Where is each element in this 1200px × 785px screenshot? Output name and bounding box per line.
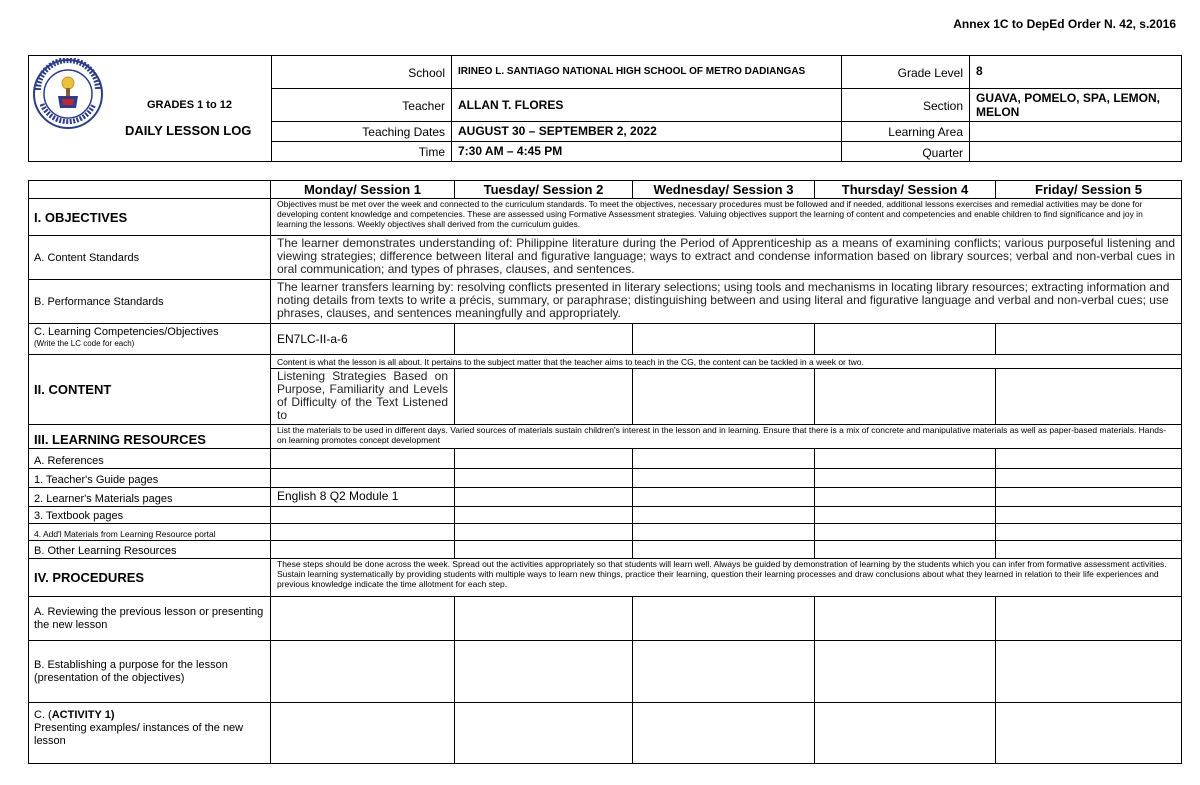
grades-label: GRADES 1 to 12 xyxy=(147,99,232,111)
content-standards-row xyxy=(29,236,1181,280)
content-thursday xyxy=(814,369,995,425)
day-header-tuesday: Tuesday/ Session 2 xyxy=(454,181,632,198)
competencies-sublabel: (Write the LC code for each) xyxy=(34,339,135,348)
document-title: DAILY LESSON LOG xyxy=(125,123,252,138)
competency-tuesday xyxy=(454,324,632,354)
quarter-value xyxy=(969,142,1181,161)
procedure-b-label: B. Establishing a purpose for the lesson (presentation of the objectives) xyxy=(34,658,228,684)
grade-level-value: 8 xyxy=(969,56,1181,88)
day-header-row xyxy=(29,181,1181,199)
day-header-wednesday: Wednesday/ Session 3 xyxy=(632,181,814,198)
content-wednesday xyxy=(632,369,814,425)
header-table xyxy=(28,55,1182,162)
competency-wednesday xyxy=(632,324,814,354)
section-label: Section xyxy=(841,89,969,121)
performance-standards-label: B. Performance Standards xyxy=(34,295,164,308)
content-row xyxy=(29,355,1181,425)
procedure-c-prefix: C. ( xyxy=(34,709,52,721)
competencies-label: C. Learning Competencies/Objectives xyxy=(34,326,219,338)
content-friday xyxy=(995,369,1181,425)
learners-materials-label: 2. Learner's Materials pages xyxy=(34,493,173,505)
lesson-grid xyxy=(28,180,1182,764)
teachers-guide-row xyxy=(29,469,1181,488)
procedure-c-label: Presenting examples/ instances of the new lesson xyxy=(34,722,244,747)
learners-materials-monday: English 8 Q2 Module 1 xyxy=(270,488,454,506)
additional-materials-row xyxy=(29,524,1181,541)
content-label: II. CONTENT xyxy=(34,382,112,397)
day-header-thursday: Thursday/ Session 4 xyxy=(814,181,995,198)
grade-level-label: Grade Level xyxy=(841,56,969,88)
time-label: Time xyxy=(418,145,445,159)
other-resources-label: B. Other Learning Resources xyxy=(34,545,177,557)
content-tuesday xyxy=(454,369,632,425)
content-standards-label: A. Content Standards xyxy=(34,251,140,264)
procedure-a-label: A. Reviewing the previous lesson or presenting the new lesson xyxy=(34,605,264,631)
competencies-row xyxy=(29,324,1181,355)
competency-thursday xyxy=(814,324,995,354)
learners-materials-row xyxy=(29,488,1181,507)
objectives-row xyxy=(29,199,1181,236)
performance-standards-row xyxy=(29,280,1181,324)
content-monday: Listening Strategies Based on Purpose, Familiarity and Levels of Difficulty of the Text Listened to xyxy=(270,369,454,425)
procedures-note: These steps should be done across the week. Spread out the activities appropriately so that students will learn well. Always be guided by demonstration of learning by the students which you can infer from formative assessment activities. Sustain learning systematically by providing students with multiple ways to learn new things, practice their learning, question their learning processes and draw conclusions about what they learned in relation to their life experiences and previous knowledge indicate the time allotment for each step. xyxy=(270,559,1181,596)
day-header-monday: Monday/ Session 1 xyxy=(270,181,454,198)
teacher-value: ALLAN T. FLORES xyxy=(451,89,841,121)
school-value: IRINEO L. SANTIAGO NATIONAL HIGH SCHOOL OF METRO DADIANGAS xyxy=(451,56,841,88)
content-standards-text: The learner demonstrates understanding of: Philippine literature during the Period of Apprenticeship as a means of examining conflicts; various purposeful listening and viewing strategies; difference between literal and figurative language; ways to extract and condense information based on library sources; verbal and non-verbal cues in oral communication; and types of phrases, clauses, and sentences. xyxy=(270,236,1181,279)
performance-standards-text: The learner transfers learning by: resolving conflicts presented in literary selections; using tools and mechanisms in locating library resources; extracting information and noting details from texts to write a précis, summary, or paraphrase; distinguishing between and using literal and figurative language and verbal and non-verbal cues; use phrases, clauses, and sentences meaningfully and appropriately. xyxy=(270,280,1181,323)
procedure-a-row xyxy=(29,597,1181,641)
procedure-b-row xyxy=(29,641,1181,703)
objectives-note: Objectives must be met over the week and connected to the curriculum standards. To meet the objectives, necessary procedures must be followed and if needed, additional lessons exercises and remedial activities may be done for developing content knowledge and competencies. These are assessed using Formative Assessment strategies. Valuing objectives support the learning of content and competencies and enable children to find significance and joy in learning the lessons. Weekly objectives shall derived from the curriculum guides. xyxy=(270,199,1181,235)
additional-materials-label: 4. Add'l Materials from Learning Resource portal xyxy=(34,529,216,539)
teacher-label: Teacher xyxy=(402,99,445,113)
other-resources-row xyxy=(29,541,1181,559)
learning-area-label: Learning Area xyxy=(841,122,969,141)
quarter-label: Quarter xyxy=(841,142,969,161)
section-value: GUAVA, POMELO, SPA, LEMON, MELON xyxy=(969,89,1181,121)
teachers-guide-label: 1. Teacher's Guide pages xyxy=(34,474,159,486)
resources-label: III. LEARNING RESOURCES xyxy=(34,432,206,447)
references-row xyxy=(29,449,1181,469)
deped-seal-logo xyxy=(32,58,104,130)
procedure-c-activity: ACTIVITY 1) xyxy=(51,709,115,721)
textbook-label: 3. Textbook pages xyxy=(34,510,124,522)
textbook-row xyxy=(29,507,1181,524)
objectives-label: I. OBJECTIVES xyxy=(34,209,128,225)
resources-row xyxy=(29,425,1181,449)
procedure-c-row xyxy=(29,703,1181,763)
learning-area-value xyxy=(969,122,1181,141)
annex-reference: Annex 1C to DepEd Order N. 42, s.2016 xyxy=(953,17,1176,31)
header-left xyxy=(29,56,272,161)
header-row-dates xyxy=(272,122,1181,142)
day-header-friday: Friday/ Session 5 xyxy=(995,181,1181,198)
procedures-row xyxy=(29,559,1181,597)
time-value: 7:30 AM – 4:45 PM xyxy=(451,142,841,161)
blank-corner xyxy=(29,181,270,198)
content-note: Content is what the lesson is all about. It pertains to the subject matter that the teacher aims to teach in the CG, the content can be tackled in a week or two. xyxy=(270,355,1181,369)
competency-monday: EN7LC-II-a-6 xyxy=(270,324,454,354)
header-row-teacher xyxy=(272,89,1181,122)
teaching-dates-value: AUGUST 30 – SEPTEMBER 2, 2022 xyxy=(451,122,841,141)
header-row-school xyxy=(272,56,1181,89)
teaching-dates-label: Teaching Dates xyxy=(362,125,445,139)
procedure-c-label-cell xyxy=(29,703,270,763)
school-label: School xyxy=(408,66,445,80)
references-label: A. References xyxy=(34,455,104,467)
header-row-time xyxy=(272,142,1181,161)
procedures-label: IV. PROCEDURES xyxy=(34,570,145,585)
competency-friday xyxy=(995,324,1181,354)
competencies-label-cell xyxy=(29,324,270,354)
resources-note: List the materials to be used in different days. Varied sources of materials sustain children's interest in the lesson and in learning. Ensure that there is a mix of concrete and manipulative materials as well as paper-based materials. Hands-on learning promotes concept development xyxy=(270,425,1181,448)
